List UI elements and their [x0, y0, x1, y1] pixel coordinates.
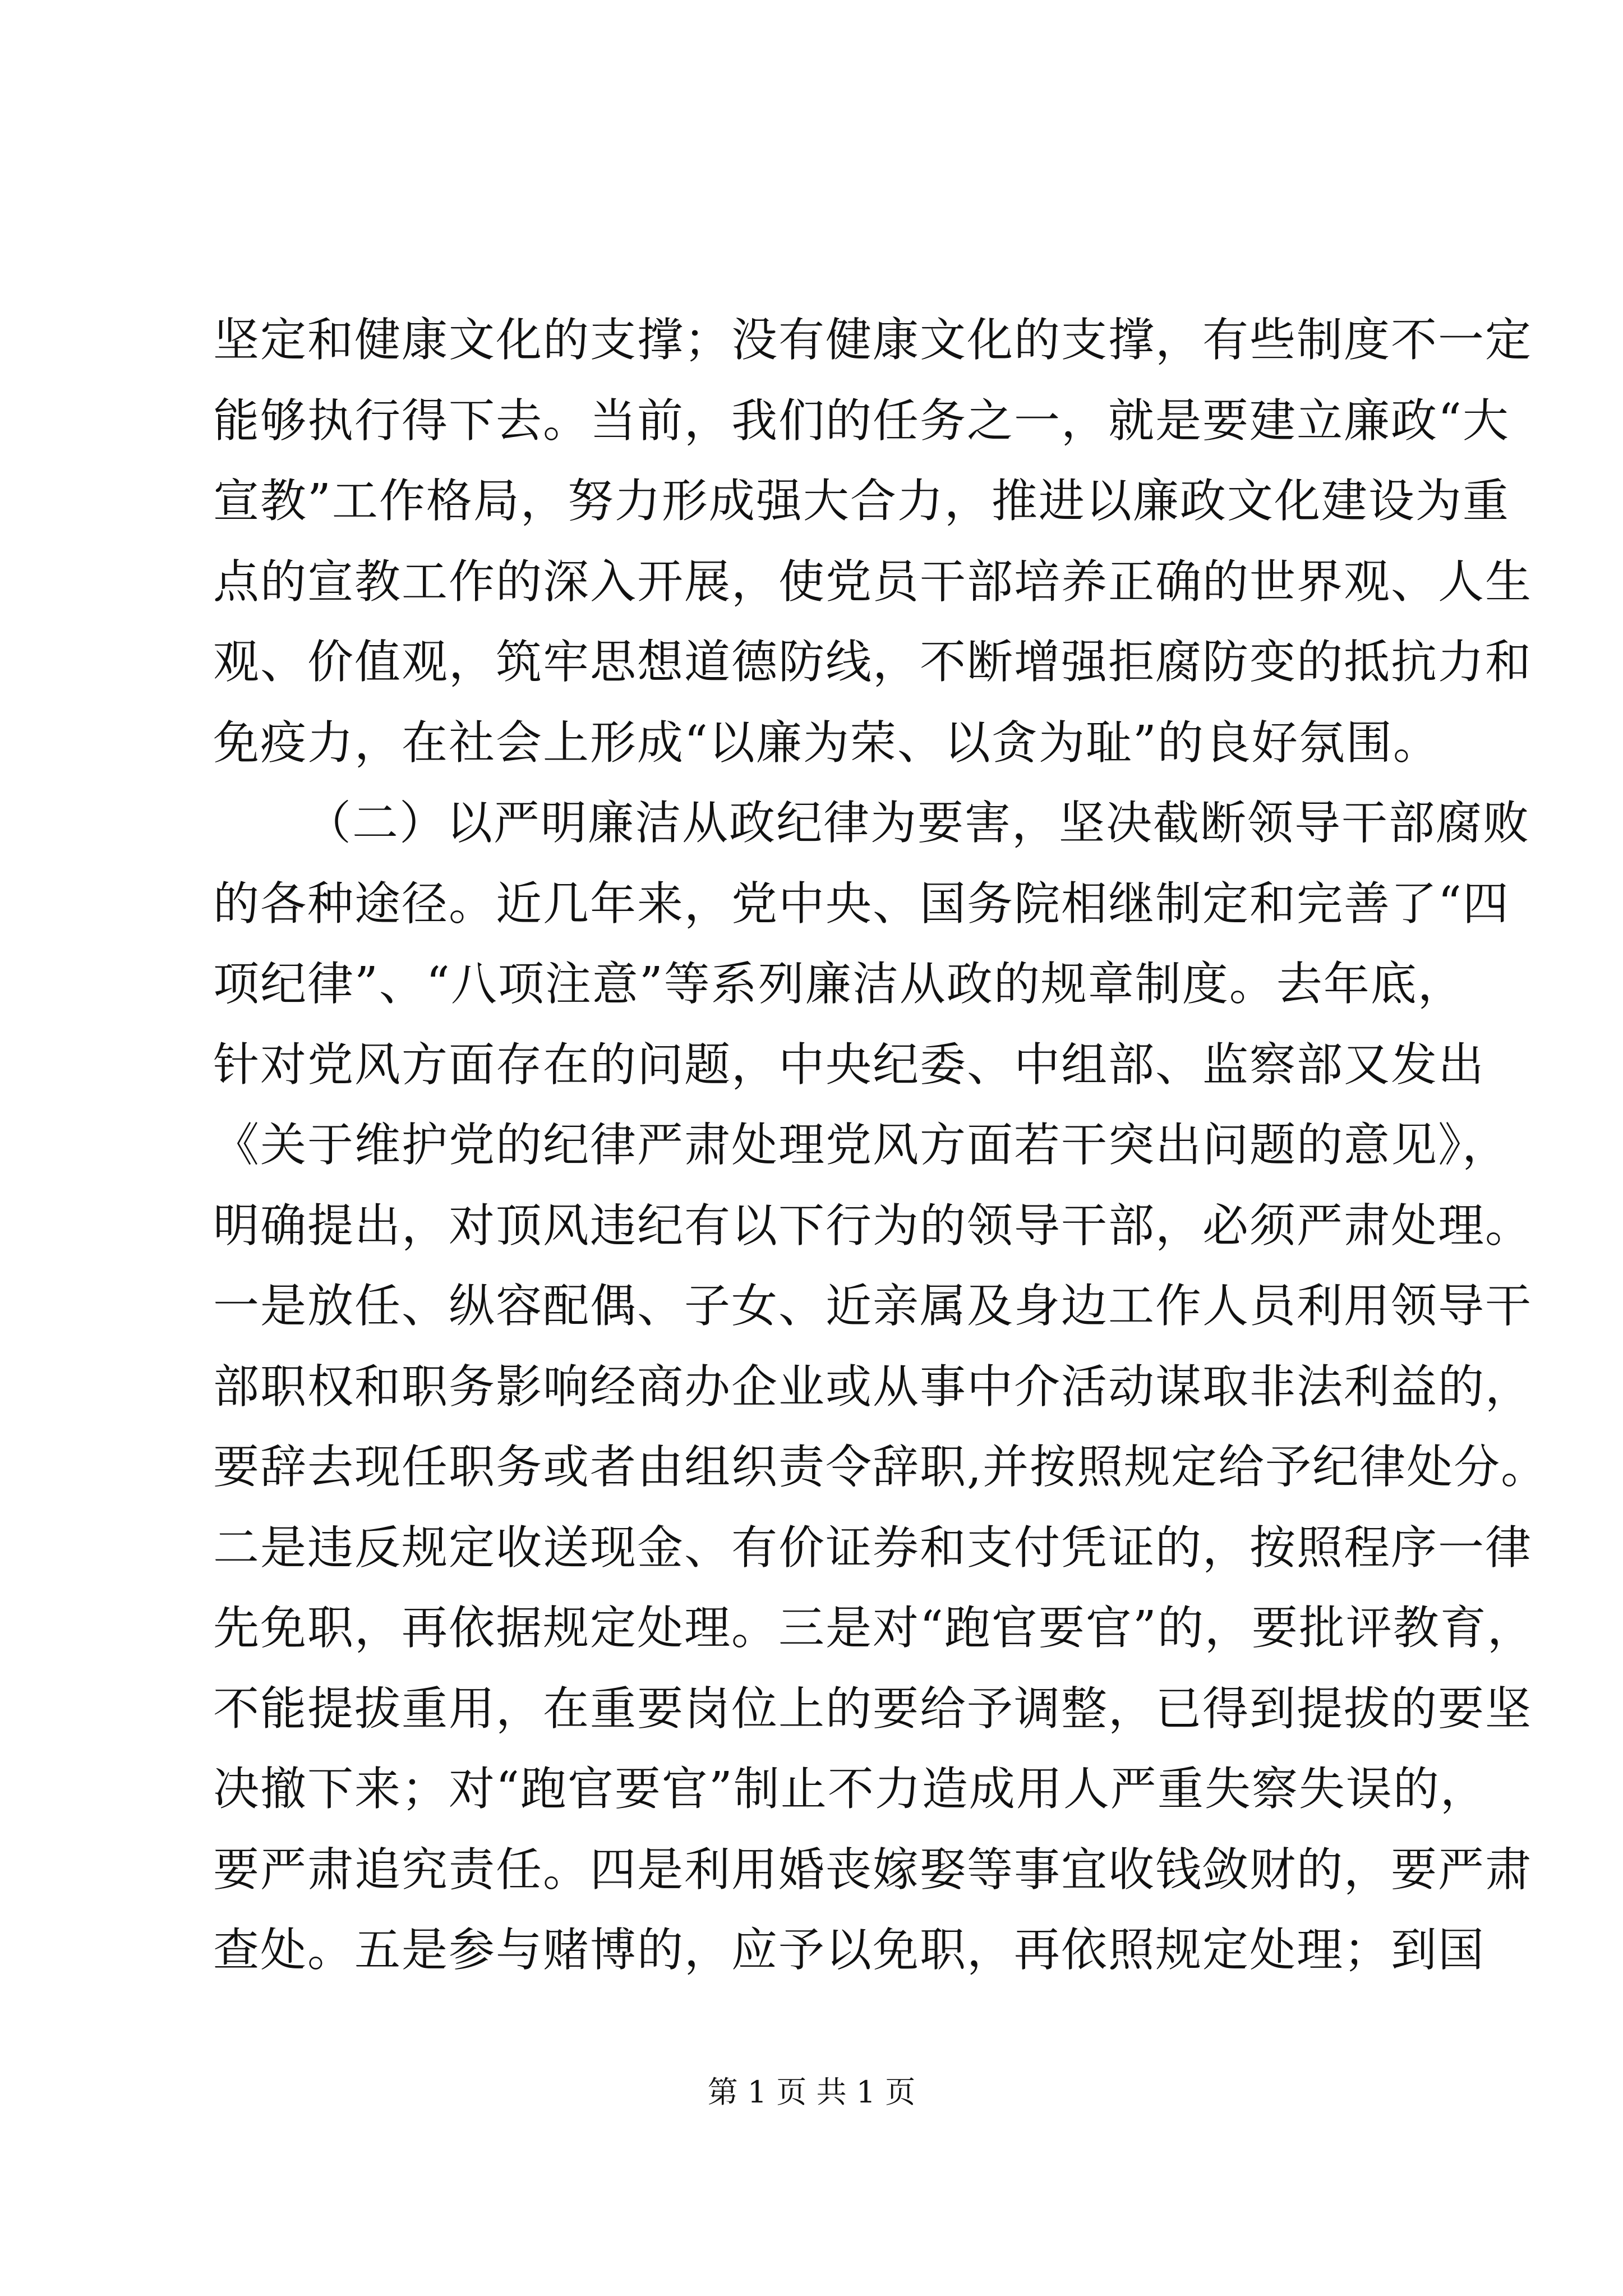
page-number-label: 第 1 页 共 1 页	[707, 2074, 916, 2110]
page-footer	[0, 2070, 1623, 2115]
text-line: 要严肃追究责任。四是利用婚丧嫁娶等事宜收钱敛财的，要严肃	[213, 1843, 1533, 1897]
text-line: 点的宣教工作的深入开展，使党员干部培养正确的世界观、人生	[213, 555, 1533, 609]
text-line-indented: （二）以严明廉洁从政纪律为要害，坚决截断领导干部腐败	[305, 797, 1530, 850]
text-line: 项纪律”、“八项注意”等系列廉洁从政的规章制度。去年底，	[213, 958, 1465, 1011]
text-line: 观、价值观，筑牢思想道德防线，不断增强拒腐防变的抵抗力和	[213, 636, 1533, 689]
text-line: 要辞去现任职务或者由组织责令辞职,并按照规定给予纪律处分。	[213, 1441, 1548, 1494]
text-line: 免疫力，在社会上形成“以廉为荣、以贪为耻”的良好氛围。	[213, 716, 1440, 770]
text-line: 针对党风方面存在的问题，中央纪委、中组部、监察部又发出	[213, 1038, 1486, 1092]
text-line: 不能提拔重用，在重要岗位上的要给予调整，已得到提拔的要坚	[213, 1682, 1533, 1736]
text-line: 先免职，再依据规定处理。三是对“跑官要官”的，要批评教育，	[213, 1602, 1534, 1655]
text-line: 坚定和健康文化的支撑；没有健康文化的支撑，有些制度不一定	[213, 314, 1533, 367]
text-line: 明确提出，对顶风违纪有以下行为的领导干部，必须严肃处理。	[213, 1199, 1533, 1253]
text-line: 部职权和职务影响经商办企业或从事中介活动谋取非法利益的，	[213, 1360, 1533, 1414]
body-text	[213, 300, 1548, 1991]
text-line: 《关于维护党的纪律严肃处理党风方面若干突出问题的意见》，	[213, 1119, 1510, 1172]
text-line: 决撤下来；对“跑官要官”制止不力造成用人严重失察失误的，	[213, 1763, 1487, 1816]
text-line: 能够执行得下去。当前，我们的任务之一，就是要建立廉政“大	[213, 394, 1510, 448]
text-line: 一是放任、纵容配偶、子女、近亲属及身边工作人员利用领导干	[213, 1280, 1533, 1333]
text-line: 二是违反规定收送现金、有价证券和支付凭证的，按照程序一律	[213, 1521, 1533, 1575]
text-line: 查处。五是参与赌博的，应予以免职，再依照规定处理；到国	[213, 1924, 1486, 1977]
text-line: 宣教”工作格局，努力形成强大合力，推进以廉政文化建设为重	[213, 475, 1510, 528]
text-line: 的各种途径。近几年来，党中央、国务院相继制定和完善了“四	[213, 877, 1510, 931]
